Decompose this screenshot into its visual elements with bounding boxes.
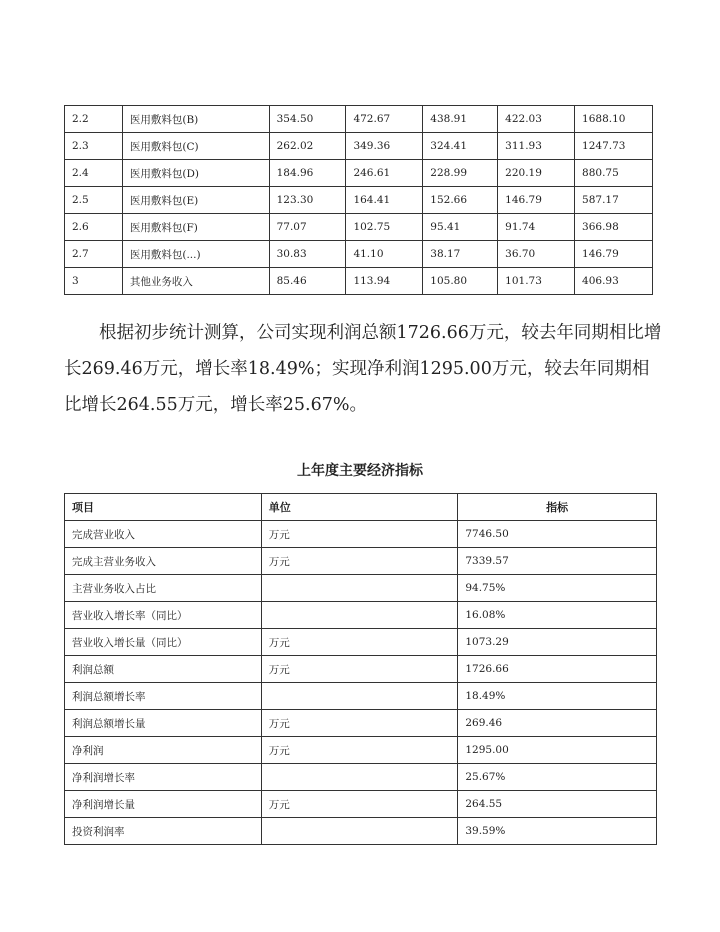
table-row bbox=[65, 160, 653, 187]
table-cell: 2.6 bbox=[65, 214, 123, 241]
table-row bbox=[65, 791, 657, 818]
table-cell: 105.80 bbox=[423, 268, 498, 295]
table-row bbox=[65, 106, 653, 133]
table-cell: 净利润增长率 bbox=[65, 764, 262, 791]
table-row bbox=[65, 818, 657, 845]
table-cell: 101.73 bbox=[498, 268, 575, 295]
table-cell: 其他业务收入 bbox=[122, 268, 269, 295]
product-revenue-table-body bbox=[65, 106, 653, 295]
table-cell: 万元 bbox=[261, 521, 458, 548]
table-cell: 184.96 bbox=[269, 160, 346, 187]
table-cell: 39.59% bbox=[458, 818, 657, 845]
table-cell: 2.5 bbox=[65, 187, 123, 214]
table-cell bbox=[261, 683, 458, 710]
table-cell: 1726.66 bbox=[458, 656, 657, 683]
table-cell: 587.17 bbox=[575, 187, 653, 214]
table-cell: 营业收入增长率（同比） bbox=[65, 602, 262, 629]
table-cell: 41.10 bbox=[346, 241, 423, 268]
table-cell: 7746.50 bbox=[458, 521, 657, 548]
table-cell: 38.17 bbox=[423, 241, 498, 268]
table-cell: 472.67 bbox=[346, 106, 423, 133]
table-cell: 净利润增长量 bbox=[65, 791, 262, 818]
table-cell: 万元 bbox=[261, 629, 458, 656]
table-cell: 18.49% bbox=[458, 683, 657, 710]
table-cell: 1295.00 bbox=[458, 737, 657, 764]
table-cell: 269.46 bbox=[458, 710, 657, 737]
table-cell: 311.93 bbox=[498, 133, 575, 160]
economic-indicators-table bbox=[64, 493, 657, 845]
economic-indicators-table-body bbox=[65, 521, 657, 845]
table-cell: 完成营业收入 bbox=[65, 521, 262, 548]
table-row bbox=[65, 737, 657, 764]
table-cell: 85.46 bbox=[269, 268, 346, 295]
table-row bbox=[65, 521, 657, 548]
table-cell: 2.4 bbox=[65, 160, 123, 187]
table-cell: 349.36 bbox=[346, 133, 423, 160]
product-revenue-table bbox=[64, 105, 653, 295]
table-cell: 万元 bbox=[261, 710, 458, 737]
table-cell: 366.98 bbox=[575, 214, 653, 241]
table-cell: 利润总额 bbox=[65, 656, 262, 683]
table-cell: 万元 bbox=[261, 656, 458, 683]
table-cell: 102.75 bbox=[346, 214, 423, 241]
table-row bbox=[65, 241, 653, 268]
table-row bbox=[65, 683, 657, 710]
table-cell: 7339.57 bbox=[458, 548, 657, 575]
table-cell: 利润总额增长量 bbox=[65, 710, 262, 737]
table-cell: 438.91 bbox=[423, 106, 498, 133]
table-cell: 113.94 bbox=[346, 268, 423, 295]
table-cell: 营业收入增长量（同比） bbox=[65, 629, 262, 656]
table-cell: 1688.10 bbox=[575, 106, 653, 133]
table-row bbox=[65, 602, 657, 629]
table-cell: 医用敷料包(F) bbox=[122, 214, 269, 241]
table-cell: 246.61 bbox=[346, 160, 423, 187]
table-cell: 264.55 bbox=[458, 791, 657, 818]
table-row bbox=[65, 575, 657, 602]
table-cell: 万元 bbox=[261, 791, 458, 818]
table-cell: 医用敷料包(...) bbox=[122, 241, 269, 268]
table-cell: 16.08% bbox=[458, 602, 657, 629]
table-cell bbox=[261, 575, 458, 602]
table-cell: 94.75% bbox=[458, 575, 657, 602]
table-cell: 2.7 bbox=[65, 241, 123, 268]
table-cell: 152.66 bbox=[423, 187, 498, 214]
table-cell: 2.2 bbox=[65, 106, 123, 133]
table-row bbox=[65, 710, 657, 737]
table-cell: 25.67% bbox=[458, 764, 657, 791]
table-cell: 880.75 bbox=[575, 160, 653, 187]
table-row bbox=[65, 133, 653, 160]
table-row bbox=[65, 656, 657, 683]
table-cell: 422.03 bbox=[498, 106, 575, 133]
table-cell: 医用敷料包(C) bbox=[122, 133, 269, 160]
table-cell bbox=[261, 818, 458, 845]
table-row bbox=[65, 548, 657, 575]
table-cell: 262.02 bbox=[269, 133, 346, 160]
table-cell: 利润总额增长率 bbox=[65, 683, 262, 710]
header-unit: 单位 bbox=[261, 494, 458, 521]
header-indicator: 指标 bbox=[458, 494, 657, 521]
table-cell: 36.70 bbox=[498, 241, 575, 268]
table-cell: 91.74 bbox=[498, 214, 575, 241]
table-header-row bbox=[65, 494, 657, 521]
table-cell: 2.3 bbox=[65, 133, 123, 160]
table-row bbox=[65, 214, 653, 241]
table-cell: 3 bbox=[65, 268, 123, 295]
table-cell: 123.30 bbox=[269, 187, 346, 214]
table-cell: 万元 bbox=[261, 737, 458, 764]
table-cell: 220.19 bbox=[498, 160, 575, 187]
table-cell: 164.41 bbox=[346, 187, 423, 214]
table-cell: 医用敷料包(E) bbox=[122, 187, 269, 214]
table-cell: 146.79 bbox=[498, 187, 575, 214]
table-cell: 77.07 bbox=[269, 214, 346, 241]
table-row bbox=[65, 187, 653, 214]
table-cell bbox=[261, 602, 458, 629]
table-cell: 95.41 bbox=[423, 214, 498, 241]
table-cell: 30.83 bbox=[269, 241, 346, 268]
table-cell: 324.41 bbox=[423, 133, 498, 160]
table-row bbox=[65, 268, 653, 295]
table-cell: 146.79 bbox=[575, 241, 653, 268]
table-cell: 投资利润率 bbox=[65, 818, 262, 845]
table-title: 上年度主要经济指标 bbox=[297, 463, 423, 479]
table-cell: 完成主营业务收入 bbox=[65, 548, 262, 575]
table-row bbox=[65, 764, 657, 791]
table-cell: 1073.29 bbox=[458, 629, 657, 656]
table-cell: 228.99 bbox=[423, 160, 498, 187]
table-cell: 医用敷料包(D) bbox=[122, 160, 269, 187]
table-cell: 主营业务收入占比 bbox=[65, 575, 262, 602]
table-cell: 406.93 bbox=[575, 268, 653, 295]
table-cell: 万元 bbox=[261, 548, 458, 575]
table-cell: 医用敷料包(B) bbox=[122, 106, 269, 133]
header-item: 项目 bbox=[65, 494, 262, 521]
table-cell: 354.50 bbox=[269, 106, 346, 133]
profit-summary-paragraph: 根据初步统计测算，公司实现利润总额1726.66万元，较去年同期相比增长269.46万元，增长率18.49%；实现净利润1295.00万元，较去年同期相比增长264.55万元，增长率25.67%。 bbox=[64, 323, 662, 415]
table-cell: 1247.73 bbox=[575, 133, 653, 160]
table-row bbox=[65, 629, 657, 656]
table-cell: 净利润 bbox=[65, 737, 262, 764]
table-cell bbox=[261, 764, 458, 791]
